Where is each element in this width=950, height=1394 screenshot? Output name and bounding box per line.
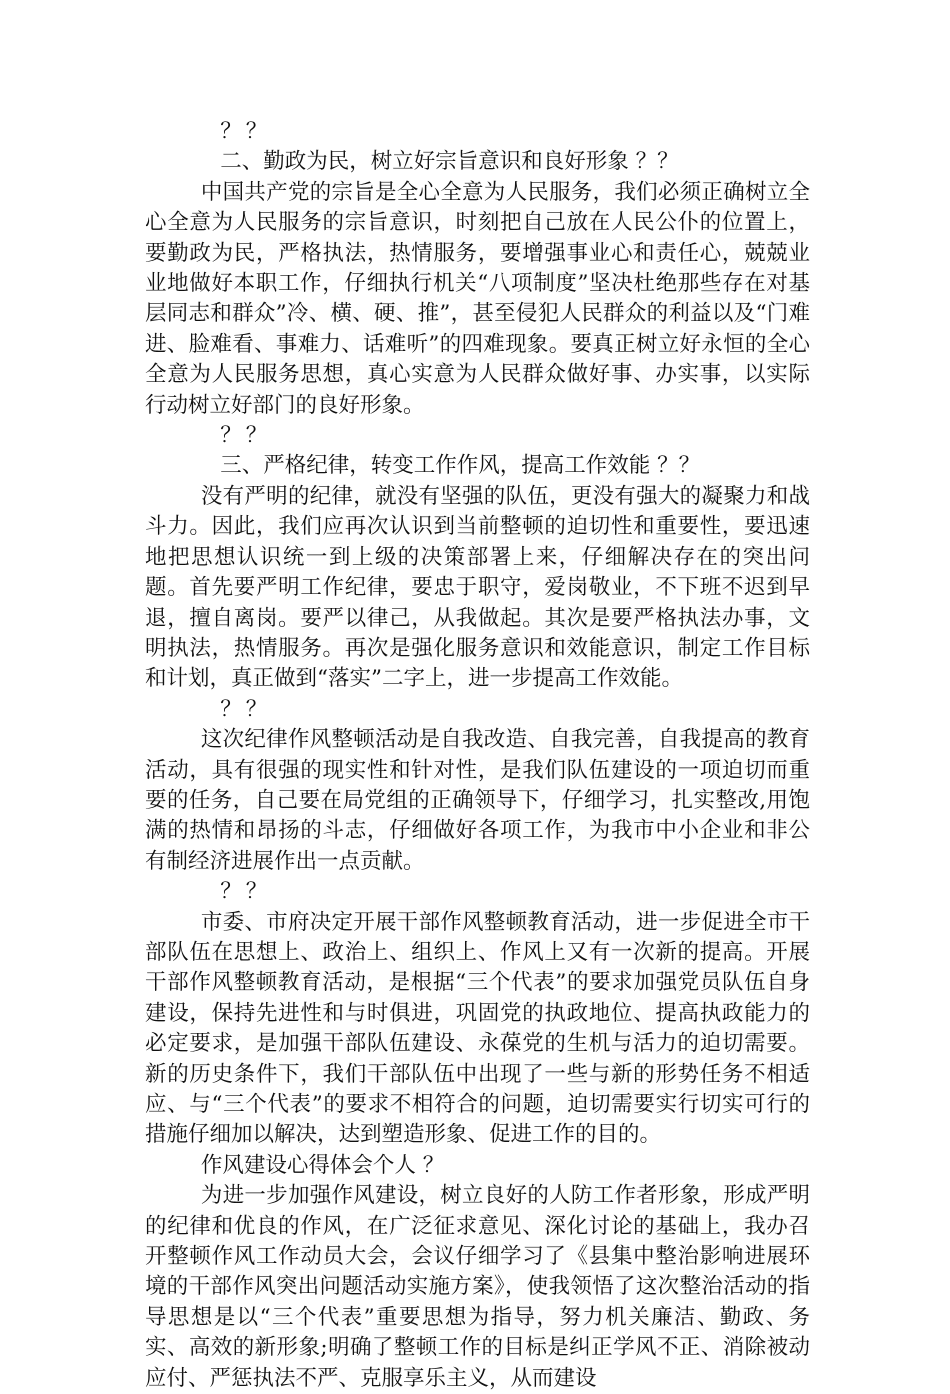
body-paragraph: 为进一步加强作风建设，树立良好的人防工作者形象，形成严明的纪律和优良的作风，在广泛征求意见、深化讨论的基础上，我办召开整顿作风工作动员大会，会议仔细学习了《县集中整治影响进展环境的干部作风突出问题活动实施方案》，使我领悟了这次整治活动的指导思想是以“三个代表”重要思想为指导，努力机关廉洁、勤政、务实、高效的新形象;明确了整顿工作的目标是纠正学风不正、消除被动应付、严惩执法不严、克服享乐主义，从而建设 — [145, 1183, 810, 1391]
body-paragraph: 没有严明的纪律，就没有坚强的队伍，更没有强大的凝聚力和战斗力。因此，我们应再次认识到当前整顿的迫切性和重要性，要迅速地把思想认识统一到上级的决策部署上来，仔细解决存在的突出问题。首先要严明工作纪律，要忠于职守，爱岗敬业，不下班不迟到早退，擅自离岗。要严以律己，从我做起。其次是要严格执法办事，文明执法，热情服务。再次是强化服务意识和效能意识，制定工作目标和计划，真正做到“落实”二字上，进一步提高工作效能。 — [145, 483, 810, 692]
placeholder-marks: ？？ — [220, 696, 272, 722]
body-paragraph: 这次纪律作风整顿活动是自我改造、自我完善，自我提高的教育活动，具有很强的现实性和针对性，是我们队伍建设的一项迫切而重要的任务，自己要在局党组的正确领导下，仔细学习，扎实整改,用饱满的热情和昂扬的斗志，仔细做好各项工作，为我市中小企业和非公有制经济进展作出一点贡献。 — [145, 727, 810, 874]
body-paragraph: 中国共产党的宗旨是全心全意为人民服务，我们必须正确树立全心全意为人民服务的宗旨意识，时刻把自己放在人民公仆的位置上，要勤政为民，严格执法，热情服务，要增强事业心和责任心，兢兢业业地做好本职工作，仔细执行机关“八项制度”坚决杜绝那些存在对基层同志和群众”冷、横、硬、推”，甚至侵犯人民群众的利益以及“门难进、脸难看、事难力、话难听”的四难现象。要真正树立好永恒的全心全意为人民服务思想，真心实意为人民群众做好事、办实事，以实际行动树立好部门的良好形象。 — [145, 179, 810, 418]
body-paragraph: 市委、市府决定开展干部作风整顿教育活动，进一步促进全市干部队伍在思想上、政治上、组织上、作风上又有一次新的提高。开展干部作风整顿教育活动，是根据“三个代表”的要求加强党员队伍自身建设，保持先进性和与时俱进，巩固党的执政地位、提高执政能力的必定要求，是加强干部队伍建设、永葆党的生机与活力的迫切需要。新的历史条件下，我们干部队伍中出现了一些与新的形势任务不相适应、与“三个代表”的要求不相符合的问题，迫切需要实行切实可行的措施仔细加以解决，达到塑造形象、促进工作的目的。 — [145, 909, 810, 1148]
section-heading-3: 三、严格纪律，转变工作作风，提高工作效能 ？？ — [220, 453, 701, 479]
placeholder-marks: ？？ — [220, 423, 272, 449]
placeholder-marks: ？？ — [220, 879, 272, 905]
section-heading-2: 二、勤政为民，树立好宗旨意识和良好形象 ？？ — [220, 149, 679, 175]
placeholder-marks: ？？ — [220, 119, 272, 144]
document-body — [145, 117, 810, 1394]
article-title: 作风建设心得体会个人 ？ — [200, 1152, 445, 1178]
